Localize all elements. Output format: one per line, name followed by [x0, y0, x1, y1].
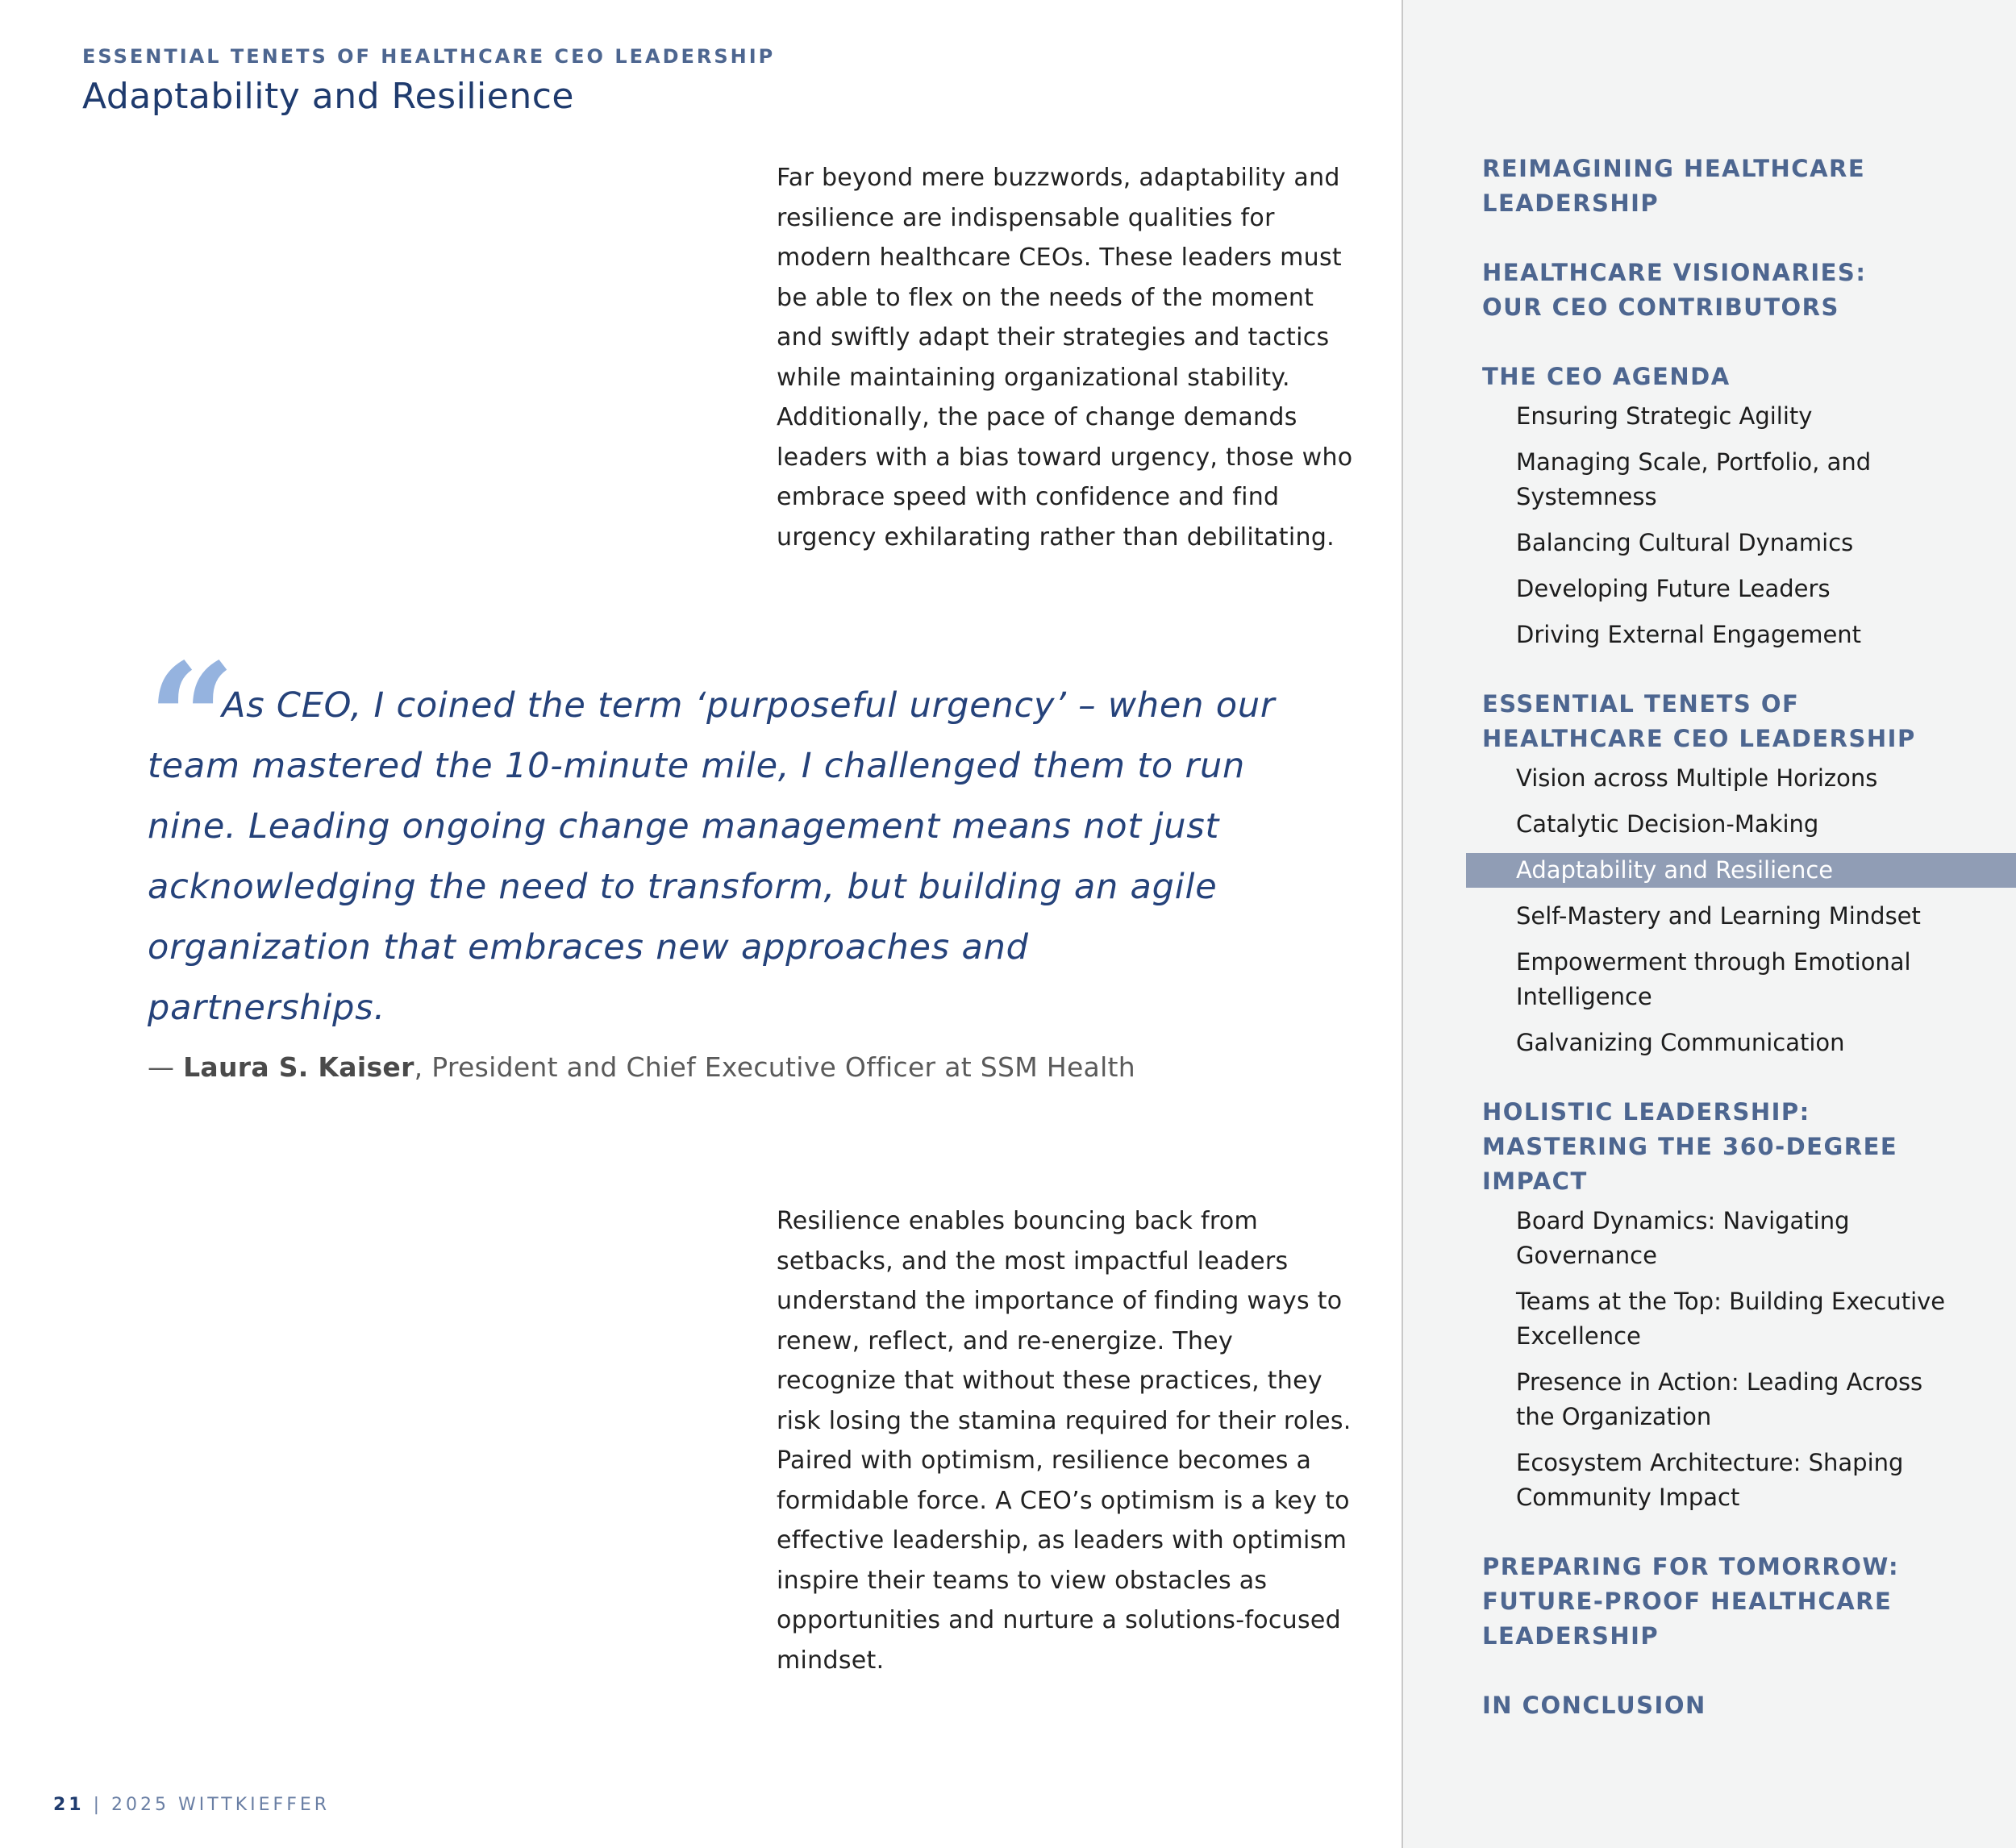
- page-title: Adaptability and Resilience: [82, 76, 574, 117]
- page-number: 21: [53, 1795, 85, 1815]
- toc-item-2-0[interactable]: Ensuring Strategic Agility: [1516, 402, 1813, 430]
- quote-text-content: As CEO, I coined the term ‘purposeful urgency’ – when our team mastered the 10-minute mile, I challenged them to run nine. Leading ongoing change management means not just acknowledging the need to transform, but building an agile organization that embraces new approaches and partnerships.: [148, 685, 1276, 1028]
- toc-list: [1403, 152, 2016, 1723]
- body-paragraph-1: Far beyond mere buzzwords, adaptability and resilience are indispensable qualities for modern healthcare CEOs. These leaders must be able to flex on the needs of the moment and swiftly adapt their strategies and tactics while maintaining organizational stability. Additionally, the pace of change demands leaders with a bias toward urgency, those who embrace speed with confidence and find urgency exhilarating rather than debilitating.: [777, 164, 1353, 551]
- toc-item-2-1[interactable]: Managing Scale, Portfolio, and Systemness: [1516, 448, 1872, 510]
- attribution-dash: —: [148, 1051, 184, 1083]
- toc-section-4[interactable]: HOLISTIC LEADERSHIP: MASTERING THE 360-DEGREE IMPACT: [1482, 1098, 1898, 1195]
- toc-item-3-1[interactable]: Catalytic Decision-Making: [1516, 810, 1819, 838]
- quote-attribution: [148, 1051, 1277, 1083]
- toc-section-1[interactable]: HEALTHCARE VISIONARIES: OUR CEO CONTRIBUTORS: [1482, 259, 1867, 321]
- body-paragraph-2: Resilience enables bouncing back from setbacks, and the most impactful leaders understand the importance of finding ways to renew, reflect, and re-energize. They recognize that without these practices, they risk losing the stamina required for their roles. Paired with optimism, resilience becomes a formidable force. A CEO’s optimism is a key to effective leadership, as leaders with optimism inspire their teams to view obstacles as opportunities and nurture a solutions-focused mindset.: [777, 1207, 1352, 1675]
- toc-item-3-4[interactable]: Empowerment through Emotional Intelligence: [1516, 948, 1911, 1010]
- toc-section-5[interactable]: PREPARING FOR TOMORROW: FUTURE-PROOF HEALTHCARE LEADERSHIP: [1482, 1553, 1900, 1650]
- toc-item-3-0[interactable]: Vision across Multiple Horizons: [1516, 764, 1878, 792]
- quote-author: Laura S. Kaiser: [183, 1051, 414, 1083]
- pull-quote: [148, 630, 1277, 1083]
- footer-separator: |: [84, 1795, 112, 1815]
- quote-mark-icon: “: [148, 630, 236, 810]
- toc-item-3-2[interactable]: Adaptability and Resilience: [1466, 853, 2016, 888]
- toc-item-4-1[interactable]: Teams at the Top: Building Executive Excellence: [1516, 1288, 1946, 1350]
- toc-item-3-5[interactable]: Galvanizing Communication: [1516, 1029, 1845, 1056]
- toc-item-2-3[interactable]: Developing Future Leaders: [1516, 575, 1831, 602]
- publication-name: 2025 WITTKIEFFER: [111, 1795, 331, 1815]
- toc-section-2[interactable]: THE CEO AGENDA: [1482, 363, 1731, 390]
- toc-section-6[interactable]: IN CONCLUSION: [1482, 1692, 1706, 1719]
- toc-item-4-0[interactable]: Board Dynamics: Navigating Governance: [1516, 1207, 1850, 1269]
- toc-item-4-2[interactable]: Presence in Action: Leading Across the Organization: [1516, 1368, 1923, 1430]
- toc-item-3-3[interactable]: Self-Mastery and Learning Mindset: [1516, 902, 1921, 930]
- table-of-contents-sidebar: [1402, 0, 2016, 1848]
- toc-item-2-2[interactable]: Balancing Cultural Dynamics: [1516, 529, 1854, 556]
- page-footer: [53, 1795, 330, 1815]
- toc-item-2-4[interactable]: Driving External Engagement: [1516, 621, 1862, 648]
- quote-author-title: , President and Chief Executive Officer at SSM Health: [414, 1051, 1135, 1083]
- toc-item-4-3[interactable]: Ecosystem Architecture: Shaping Community Impact: [1516, 1449, 1904, 1511]
- toc-section-0[interactable]: REIMAGINING HEALTHCARE LEADERSHIP: [1482, 155, 1866, 217]
- quote-text: [148, 676, 1277, 1038]
- section-eyebrow: ESSENTIAL TENETS OF HEALTHCARE CEO LEADERSHIP: [82, 45, 776, 68]
- toc-section-3[interactable]: ESSENTIAL TENETS OF HEALTHCARE CEO LEADERSHIP: [1482, 690, 1916, 752]
